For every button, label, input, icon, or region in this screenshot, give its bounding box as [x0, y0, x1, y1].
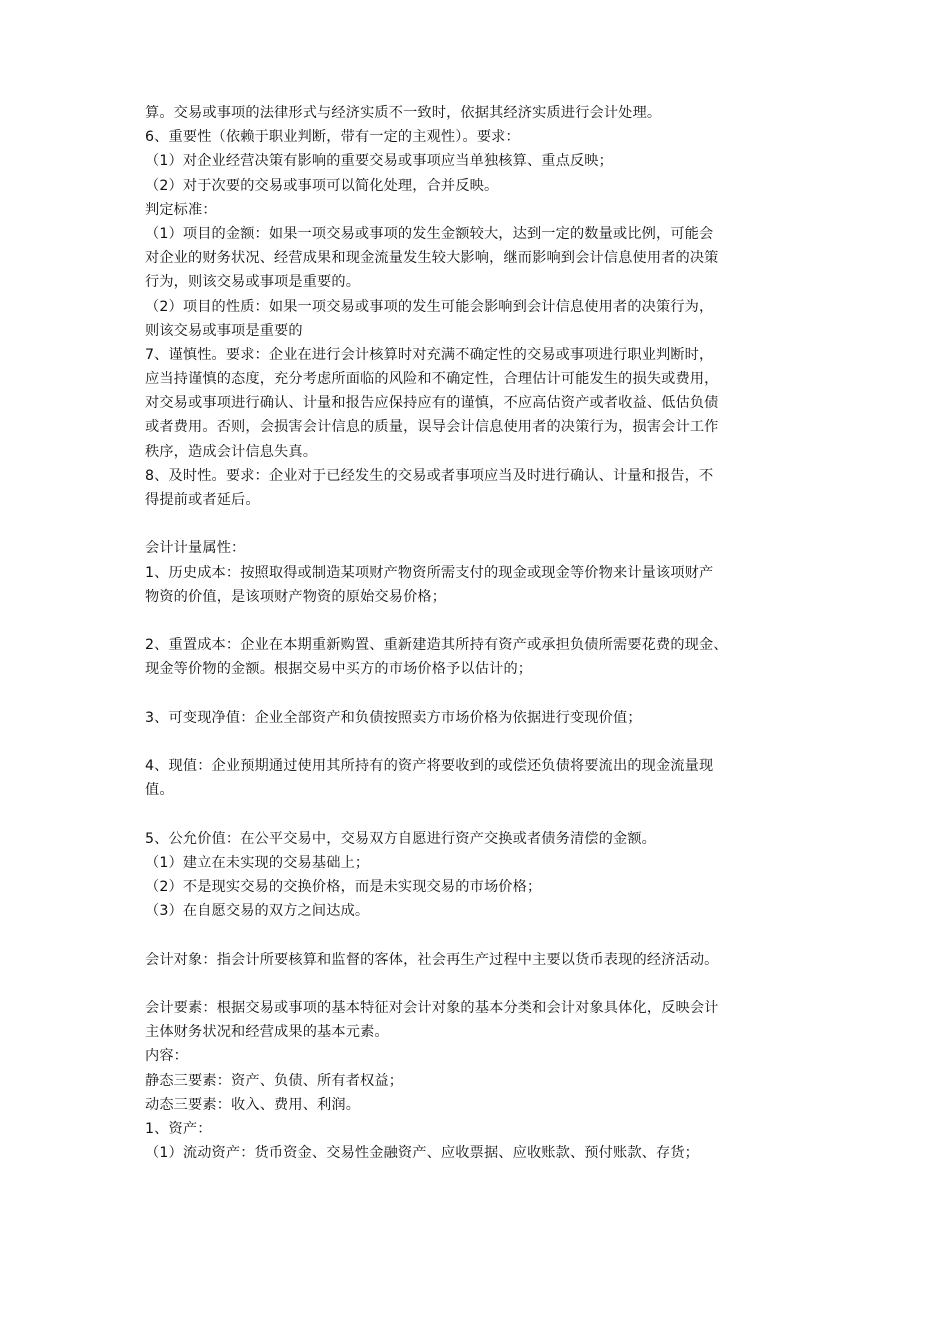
text-line: 主体财务状况和经营成果的基本元素。	[145, 1024, 389, 1041]
text-line: 2、重置成本：企业在本期重新购置、重新建造其所持有资产或承担负债所需要花费的现金、	[145, 637, 728, 654]
text-line: （3）在自愿交易的双方之间达成。	[145, 903, 370, 920]
text-line: 算。交易或事项的法律形式与经济实质不一致时，依据其经济实质进行会计处理。	[145, 105, 662, 121]
text-line: 判定标准：	[145, 201, 217, 218]
text-line: 行为，则该交易或事项是重要的。	[145, 274, 361, 291]
blank-line	[145, 730, 825, 754]
blank-line	[145, 923, 825, 947]
text-line: 得提前或者延后。	[145, 492, 260, 508]
blank-line	[145, 972, 825, 996]
text-line: 6、重要性（依赖于职业判断，带有一定的主观性）。要求：	[145, 129, 520, 146]
text-line: （1）建立在未实现的交易基础上；	[145, 854, 370, 871]
text-line: 会计要素：根据交易或事项的基本特征对会计对象的基本分类和会计对象具体化，反映会计	[145, 999, 719, 1016]
blank-line	[145, 512, 825, 536]
text-line: 对企业的财务状况、经营成果和现金流量发生较大影响，继而影响到会计信息使用者的决策	[145, 250, 719, 267]
text-line: 1、历史成本：按照取得或制造某项财产物资所需支付的现金或现金等价物来计量该项财产	[145, 564, 714, 581]
text-line: 5、公允价值：在公平交易中，交易双方自愿进行资产交换或者债务清偿的金额。	[145, 830, 656, 847]
text-line: 值。	[145, 782, 174, 799]
document-page	[145, 101, 825, 1165]
text-line: 1、资产：	[145, 1120, 212, 1137]
text-line: 对交易或事项进行确认、计量和报告应保持应有的谨慎，不应高估资产或者收益、低估负债	[145, 395, 719, 412]
text-line: 内容：	[145, 1048, 189, 1065]
text-line: （1）对企业经营决策有影响的重要交易或事项应当单独核算、重点反映；	[145, 153, 613, 170]
text-line: 会计对象：指会计所要核算和监督的客体，社会再生产过程中主要以货币表现的经济活动。	[145, 951, 719, 968]
text-line: 3、可变现净值：企业全部资产和负债按照卖方市场价格为依据进行变现价值；	[145, 709, 642, 726]
text-line: 现金等价物的金额。根据交易中买方的市场价格予以估计的；	[145, 661, 533, 678]
blank-line	[145, 609, 825, 633]
text-line: （1）项目的金额：如果一项交易或事项的发生金额较大，达到一定的数量或比例，可能会	[145, 225, 714, 242]
blank-line	[145, 802, 825, 826]
text-line: 静态三要素：资产、负债、所有者权益；	[145, 1072, 404, 1089]
text-line: 4、现值：企业预期通过使用其所持有的资产将要收到的或偿还负债将要流出的现金流量现	[145, 758, 714, 775]
text-line: （2）对于次要的交易或事项可以简化处理，合并反映。	[145, 177, 499, 194]
text-line: 物资的价值，是该项财产物资的原始交易价格；	[145, 588, 447, 605]
text-line: 会计计量属性：	[145, 540, 246, 557]
text-line: （1）流动资产：货币资金、交易性金融资产、应收票据、应收账款、预付账款、存货；	[145, 1145, 700, 1162]
text-line: 或者费用。否则，会损害会计信息的质量，误导会计信息使用者的决策行为，损害会计工作	[145, 419, 719, 436]
text-line: 应当持谨慎的态度，充分考虑所面临的风险和不确定性，合理估计可能发生的损失或费用，	[145, 371, 719, 388]
text-line: （2）不是现实交易的交换价格，而是未实现交易的市场价格；	[145, 879, 542, 895]
blank-line	[145, 682, 825, 706]
text-line: 7、谨慎性。要求：企业在进行会计核算时对充满不确定性的交易或事项进行职业判断时，	[145, 346, 714, 363]
text-line: 秩序，造成会计信息失真。	[145, 443, 318, 460]
text-line: （2）项目的性质：如果一项交易或事项的发生可能会影响到会计信息使用者的决策行为，	[145, 298, 714, 315]
text-line: 则该交易或事项是重要的	[145, 322, 303, 339]
text-line: 8、及时性。要求：企业对于已经发生的交易或者事项应当及时进行确认、计量和报告，不	[145, 467, 714, 484]
text-line: 动态三要素：收入、费用、利润。	[145, 1096, 361, 1113]
